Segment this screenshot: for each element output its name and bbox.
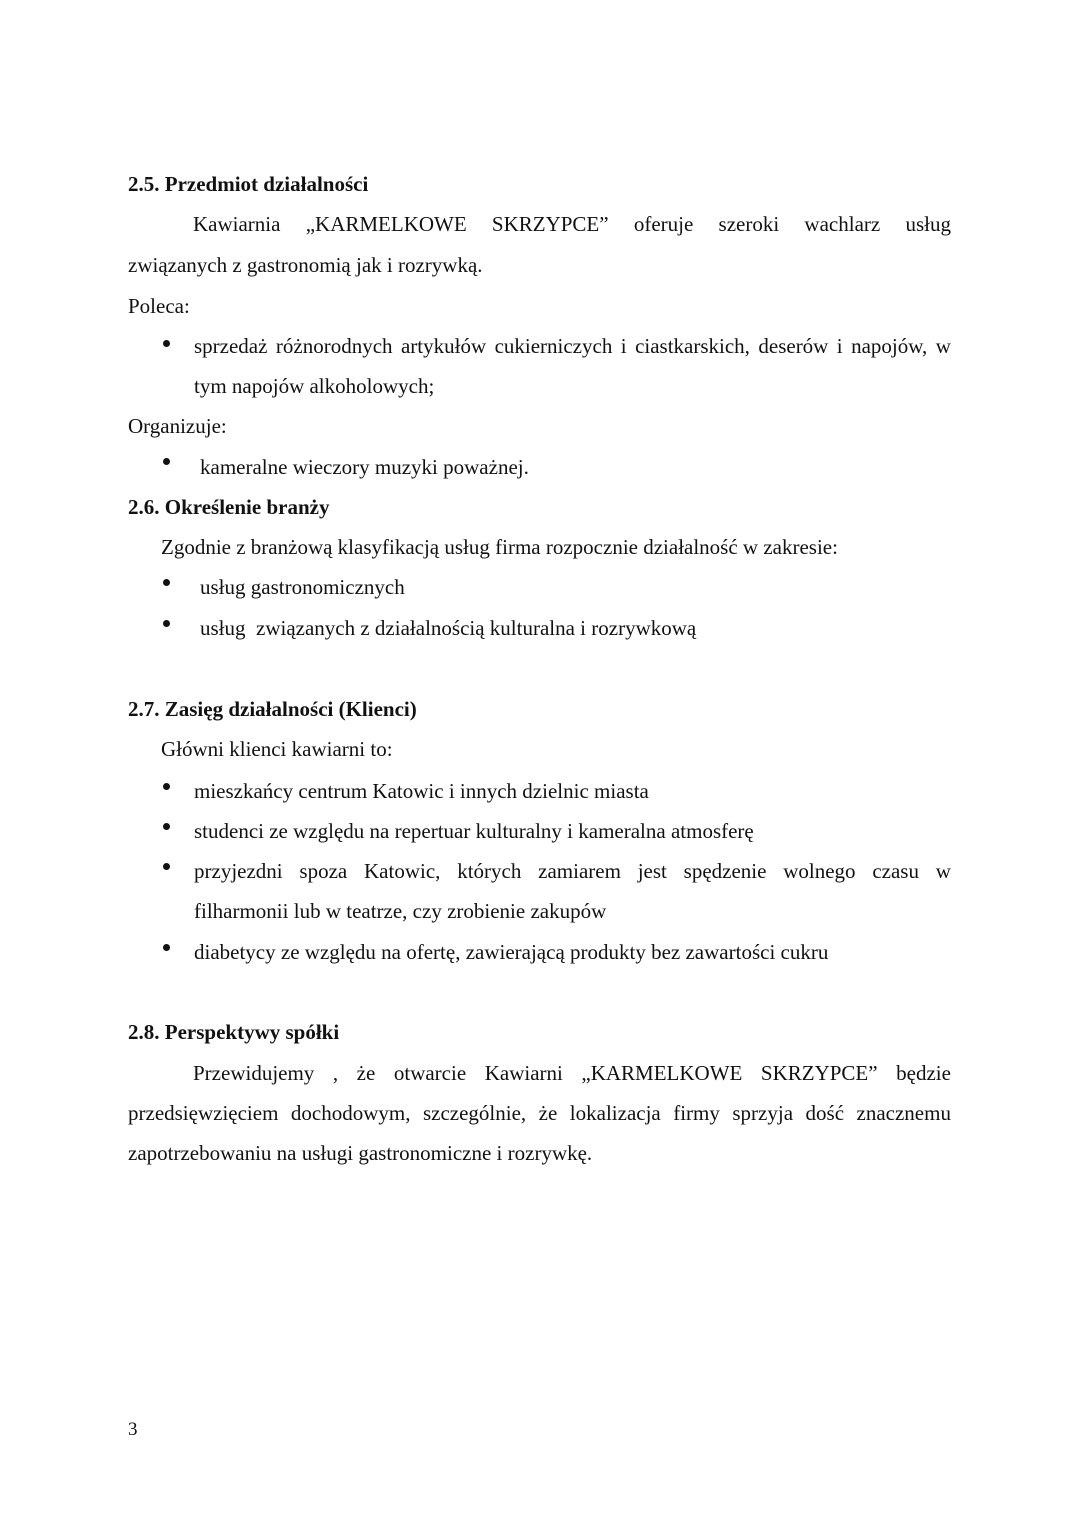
word: Przewidujemy (193, 1061, 315, 1085)
word: będzie (896, 1061, 951, 1085)
list-item: diabetycy ze względu na ofertę, zawierającą produkty bez zawartości cukru (194, 940, 829, 964)
paragraph-line (193, 1061, 951, 1086)
section-heading-2-8: 2.8. Perspektywy spółki (128, 1020, 340, 1044)
word: wachlarz (804, 212, 881, 236)
word: i (836, 334, 843, 358)
list-item: studenci ze względu na repertuar kulturalny i kameralna atmosferę (194, 819, 754, 843)
word: oferuje (633, 212, 694, 236)
bullet-icon (163, 458, 170, 465)
bullet-icon (163, 620, 170, 627)
word: szczególnie, (422, 1101, 527, 1125)
bullet-icon (163, 944, 170, 951)
word: SKRZYPCE” (491, 212, 609, 236)
list-item (194, 334, 951, 359)
bullet-icon (163, 823, 170, 830)
word: że (538, 1101, 558, 1125)
word: , (332, 1061, 339, 1085)
word: deserów (758, 334, 829, 358)
word: zamiarem (538, 859, 621, 883)
word: wolnego (783, 859, 856, 883)
bullet-icon (163, 863, 170, 870)
word: Kawiarnia (193, 212, 281, 236)
list-label-organizuje: Organizuje: (128, 414, 227, 438)
word: dochodowym, (290, 1101, 411, 1125)
word: spędzenie (683, 859, 767, 883)
paragraph-line: Zgodnie z branżową klasyfikacją usług firma rozpocznie działalność w zakresie: (161, 535, 838, 559)
word: „KARMELKOWE (305, 212, 467, 236)
paragraph-line: związanych z gastronomią jak i rozrywką. (128, 253, 483, 277)
word: w (935, 334, 951, 358)
word: sprzedaż (194, 334, 268, 358)
word: szeroki (718, 212, 780, 236)
word: jest (637, 859, 667, 883)
section-heading-2-5: 2.5. Przedmiot działalności (128, 172, 369, 196)
word: SKRZYPCE” (760, 1061, 878, 1085)
word: znacznemu (856, 1101, 951, 1125)
list-item-continuation: filharmonii lub w teatrze, czy zrobienie zakupów (194, 899, 607, 923)
section-heading-2-6: 2.6. Określenie branży (128, 495, 330, 519)
word: lokalizacja (569, 1101, 661, 1125)
word: sprzyja (732, 1101, 794, 1125)
list-item: mieszkańcy centrum Katowic i innych dzielnic miasta (194, 779, 649, 803)
paragraph-line (128, 1101, 951, 1126)
bullet-icon (163, 340, 170, 347)
word: że (356, 1061, 376, 1085)
list-item: usług gastronomicznych (200, 575, 405, 599)
word: Katowic, (364, 859, 441, 883)
list-item (194, 859, 951, 884)
word: różnorodnych (275, 334, 393, 358)
bullet-icon (163, 783, 170, 790)
word: artykułów (400, 334, 487, 358)
word: ciastkarskich, (635, 334, 750, 358)
word: dość (805, 1101, 845, 1125)
word: których (457, 859, 522, 883)
word: spoza (299, 859, 348, 883)
bullet-icon (163, 579, 170, 586)
word: i (620, 334, 627, 358)
list-item-continuation: tym napojów alkoholowych; (194, 374, 435, 398)
section-heading-2-7: 2.7. Zasięg działalności (Klienci) (128, 697, 417, 721)
word: w (935, 859, 951, 883)
paragraph-line (193, 212, 951, 237)
word: Kawiarni (484, 1061, 563, 1085)
page-number: 3 (128, 1419, 138, 1440)
word: otwarcie (393, 1061, 467, 1085)
paragraph-line: zapotrzebowaniu na usługi gastronomiczne i rozrywkę. (128, 1141, 593, 1165)
list-label-poleca: Poleca: (128, 294, 190, 318)
word: przyjezdni (194, 859, 283, 883)
word: firmy (673, 1101, 720, 1125)
word: usług (905, 212, 951, 236)
word: przedsięwzięciem (128, 1101, 279, 1125)
word: napojów, (851, 334, 928, 358)
paragraph-line: Główni klienci kawiarni to: (161, 737, 393, 761)
list-item: kameralne wieczory muzyki poważnej. (200, 455, 529, 479)
word: „KARMELKOWE (581, 1061, 743, 1085)
word: cukierniczych (494, 334, 613, 358)
list-item: usług związanych z działalnością kulturalna i rozrywkową (200, 616, 697, 640)
word: czasu (872, 859, 919, 883)
